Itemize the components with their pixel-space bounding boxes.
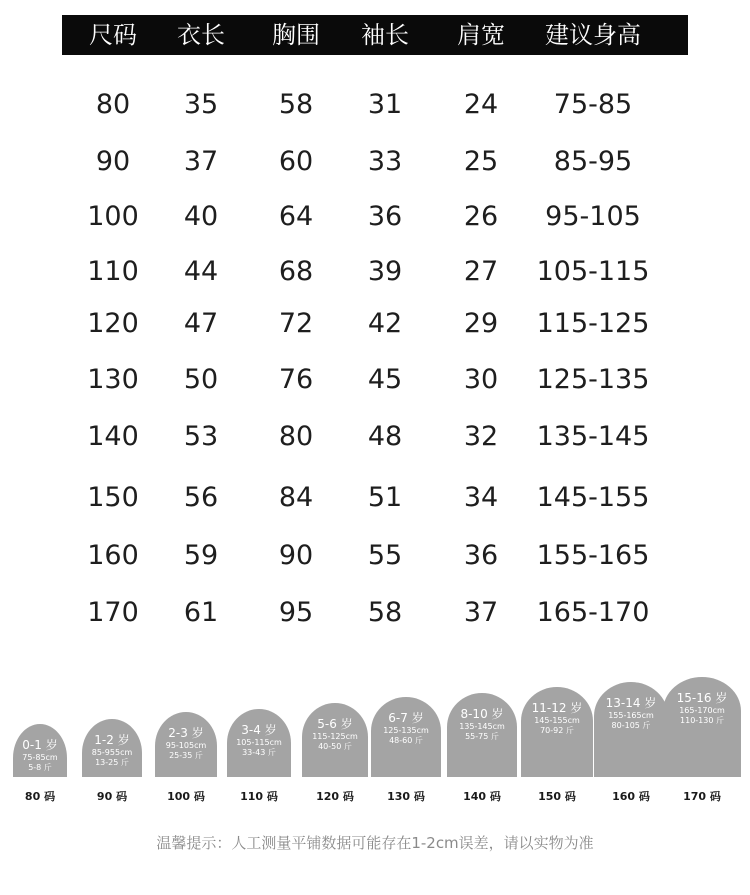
height-range: 115-125cm	[312, 732, 358, 741]
header-chest: 胸围	[272, 21, 320, 49]
cell-height: 145-155	[536, 482, 650, 513]
cell-chest: 90	[278, 540, 314, 571]
weight-range: 33-43 斤	[242, 748, 276, 757]
cell-height: 135-145	[536, 421, 650, 452]
size-label: 130 码	[387, 790, 425, 803]
cell-shoulder: 27	[463, 256, 499, 287]
cell-sleeve: 51	[367, 482, 403, 513]
cell-height: 95-105	[545, 201, 641, 232]
age-range: 11-12 岁	[531, 701, 583, 715]
cell-shoulder: 32	[463, 421, 499, 452]
cell-sleeve: 45	[367, 364, 403, 395]
size-label: 120 码	[316, 790, 354, 803]
cell-length: 53	[183, 421, 219, 452]
table-row	[0, 478, 750, 518]
cell-height: 105-115	[536, 256, 650, 287]
age-range: 3-4 岁	[241, 723, 277, 737]
cell-shoulder: 29	[463, 308, 499, 339]
height-range: 95-105cm	[165, 741, 207, 750]
cell-height: 165-170	[536, 597, 650, 628]
size-table-header	[62, 15, 688, 55]
table-row	[0, 417, 750, 457]
cell-size: 140	[87, 421, 139, 452]
cell-chest: 80	[278, 421, 314, 452]
age-range: 2-3 岁	[168, 726, 204, 740]
size-guide-card	[155, 712, 217, 777]
height-range: 105-115cm	[236, 738, 282, 747]
table-row	[0, 593, 750, 633]
size-guide-card	[82, 719, 142, 777]
weight-range: 70-92 斤	[540, 726, 574, 735]
size-label: 110 码	[240, 790, 278, 803]
cell-shoulder: 25	[463, 146, 499, 177]
table-row	[0, 360, 750, 400]
header-height: 建议身高	[545, 21, 641, 49]
cell-shoulder: 26	[463, 201, 499, 232]
table-row	[0, 304, 750, 344]
age-range: 1-2 岁	[94, 733, 130, 747]
cell-height: 125-135	[536, 364, 650, 395]
cell-chest: 95	[278, 597, 314, 628]
table-row	[0, 85, 750, 125]
cell-length: 37	[183, 146, 219, 177]
size-guide-card	[227, 709, 291, 777]
cell-shoulder: 37	[463, 597, 499, 628]
cell-sleeve: 36	[367, 201, 403, 232]
size-guide-card	[663, 677, 741, 777]
cell-shoulder: 24	[463, 89, 499, 120]
cell-height: 155-165	[536, 540, 650, 571]
age-range: 8-10 岁	[460, 707, 504, 721]
height-range: 165-170cm	[679, 706, 725, 715]
table-row	[0, 536, 750, 576]
table-row	[0, 252, 750, 292]
cell-chest: 60	[278, 146, 314, 177]
cell-size: 90	[95, 146, 131, 177]
weight-range: 13-25 斤	[95, 758, 129, 767]
height-range: 125-135cm	[383, 726, 429, 735]
age-range: 0-1 岁	[22, 738, 58, 752]
cell-length: 61	[183, 597, 219, 628]
size-label: 160 码	[612, 790, 650, 803]
size-label: 100 码	[167, 790, 205, 803]
size-label: 90 码	[96, 790, 128, 803]
cell-length: 35	[183, 89, 219, 120]
header-size: 尺码	[89, 21, 137, 49]
weight-range: 40-50 斤	[318, 742, 352, 751]
cell-length: 50	[183, 364, 219, 395]
size-label: 140 码	[463, 790, 501, 803]
cell-size: 160	[87, 540, 139, 571]
height-range: 75-85cm	[22, 753, 58, 762]
height-range: 135-145cm	[459, 722, 505, 731]
cell-chest: 68	[278, 256, 314, 287]
size-label: 170 码	[683, 790, 721, 803]
cell-shoulder: 34	[463, 482, 499, 513]
cell-sleeve: 39	[367, 256, 403, 287]
cell-chest: 76	[278, 364, 314, 395]
cell-chest: 64	[278, 201, 314, 232]
cell-chest: 72	[278, 308, 314, 339]
cell-sleeve: 48	[367, 421, 403, 452]
height-range: 145-155cm	[534, 716, 580, 725]
height-range: 155-165cm	[608, 711, 654, 720]
cell-height: 85-95	[553, 146, 633, 177]
size-label: 150 码	[538, 790, 576, 803]
cell-sleeve: 55	[367, 540, 403, 571]
weight-range: 25-35 斤	[169, 751, 203, 760]
cell-length: 59	[183, 540, 219, 571]
cell-sleeve: 31	[367, 89, 403, 120]
cell-size: 120	[87, 308, 139, 339]
cell-height: 75-85	[553, 89, 633, 120]
cell-size: 110	[87, 256, 139, 287]
header-length: 衣长	[177, 21, 225, 49]
cell-chest: 84	[278, 482, 314, 513]
size-guide-card	[302, 703, 368, 777]
header-sleeve: 袖长	[361, 21, 409, 49]
cell-chest: 58	[278, 89, 314, 120]
age-range: 5-6 岁	[317, 717, 353, 731]
cell-sleeve: 33	[367, 146, 403, 177]
age-range: 6-7 岁	[388, 711, 424, 725]
cell-length: 44	[183, 256, 219, 287]
cell-sleeve: 42	[367, 308, 403, 339]
cell-size: 130	[87, 364, 139, 395]
cell-height: 115-125	[536, 308, 650, 339]
age-range: 15-16 岁	[676, 691, 728, 705]
age-range: 13-14 岁	[605, 696, 657, 710]
size-guide-card	[594, 682, 668, 777]
table-row	[0, 142, 750, 182]
weight-range: 5-8 斤	[28, 763, 52, 772]
cell-length: 47	[183, 308, 219, 339]
weight-range: 48-60 斤	[389, 736, 423, 745]
size-guide-card	[371, 697, 441, 777]
header-shoulder: 肩宽	[457, 21, 505, 49]
cell-length: 56	[183, 482, 219, 513]
weight-range: 80-105 斤	[611, 721, 651, 730]
cell-sleeve: 58	[367, 597, 403, 628]
table-row	[0, 197, 750, 237]
cell-length: 40	[183, 201, 219, 232]
size-guide-card	[447, 693, 517, 777]
footer-note: 温馨提示：人工测量平铺数据可能存在1-2cm误差，请以实物为准	[156, 834, 594, 852]
size-label: 80 码	[24, 790, 56, 803]
size-guide-card	[521, 687, 593, 777]
size-guide-card	[13, 724, 67, 777]
weight-range: 55-75 斤	[465, 732, 499, 741]
weight-range: 110-130 斤	[680, 716, 724, 725]
cell-size: 80	[95, 89, 131, 120]
cell-size: 100	[87, 201, 139, 232]
cell-shoulder: 36	[463, 540, 499, 571]
cell-shoulder: 30	[463, 364, 499, 395]
height-range: 85-955cm	[91, 748, 133, 757]
cell-size: 150	[87, 482, 139, 513]
cell-size: 170	[87, 597, 139, 628]
